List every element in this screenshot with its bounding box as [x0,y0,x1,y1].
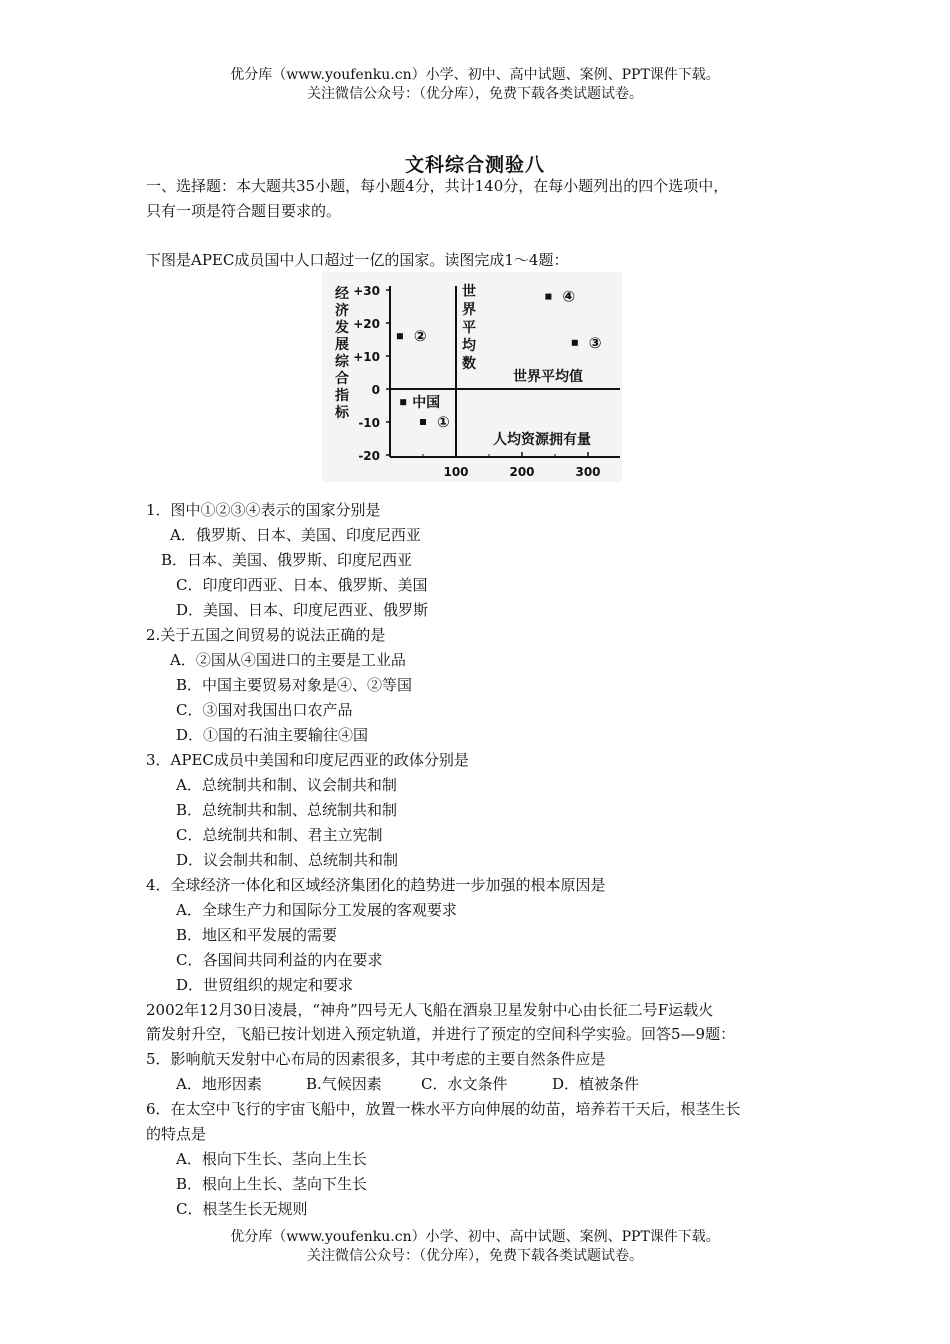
x-axis-label: 人均资源拥有量 [493,432,591,448]
y-axis-label-char: 济 [335,303,349,319]
q3-stem: 3．APEC成员中美国和印度尼西亚的政体分别是 [146,751,469,769]
passage-line-1: 2002年12月30日凌晨，“神舟”四号无人飞船在酒泉卫星发射中心由长征二号F运载火 [146,1001,714,1019]
q2-option-d: D．①国的石油主要输往④国 [176,726,369,744]
q6-stem-line-1: 6．在太空中飞行的宇宙飞船中，放置一株水平方向伸展的幼苗，培养若干天后，根茎生长 [146,1100,741,1118]
q4-option-b: B．地区和平发展的需要 [176,926,338,944]
q6-option-b: B．根向上生长、茎向下生长 [176,1175,368,1193]
q2-stem: 2.关于五国之间贸易的说法正确的是 [146,626,386,644]
q5-option-b: B.气候因素 [306,1075,382,1093]
data-point [572,340,578,346]
intro-line-1: 一、选择题：本大题共35小题，每小题4分，共计140分，在每小题列出的四个选项中， [146,177,729,195]
vertical-reference-label [462,284,477,372]
data-point-label: ② [413,327,427,346]
y-tick-label: 0 [371,383,380,397]
y-tick-label: +10 [353,350,380,364]
q1-option-b: B．日本、美国、俄罗斯、印度尼西亚 [161,551,413,569]
y-axis-label-char: 综 [335,354,349,370]
header-line-2: 关注微信公众号：（优分库），免费下载各类试题试卷。 [307,86,643,102]
q3-option-a: A．总统制共和制、议会制共和制 [176,776,397,794]
q2-option-c: C．③国对我国出口农产品 [176,701,353,719]
q1-option-d: D．美国、日本、印度尼西亚、俄罗斯 [176,601,429,619]
q6-stem-line-2: 的特点是 [146,1125,207,1143]
q6-option-c: C．根茎生长无规则 [176,1200,308,1218]
q1-option-c: C．印度印西亚、日本、俄罗斯、美国 [176,576,428,594]
y-axis-label-char: 经 [335,286,349,302]
vertical-reference-label-char: 世 [462,284,476,300]
y-axis-label-char: 标 [335,405,349,421]
page-title: 文科综合测验八 [404,154,545,176]
q5-stem: 5．影响航天发射中心布局的因素很多，其中考虑的主要自然条件应是 [146,1050,606,1068]
q2-option-b: B．中国主要贸易对象是④、②等国 [176,676,413,694]
y-axis-label-char: 指 [335,388,349,404]
y-axis-label-char: 合 [335,371,349,387]
q3-option-d: D．议会制共和制、总统制共和制 [176,851,399,869]
y-axis-label-char: 发 [335,320,349,336]
q5-option-c: C．水文条件 [421,1075,508,1093]
vertical-reference-label-char: 平 [462,320,476,336]
figure-intro: 下图是APEC成员国中人口超过一亿的国家。读图完成1～4题： [146,251,569,269]
data-point [400,399,406,405]
footer-line-2: 关注微信公众号：（优分库），免费下载各类试题试卷。 [307,1248,643,1264]
scatter-chart [322,272,622,482]
horizontal-reference-label: 世界平均值 [513,369,583,385]
vertical-reference-label-char: 数 [462,356,476,372]
vertical-reference-label-char: 均 [462,338,476,354]
y-tick-label: -10 [358,416,380,430]
x-tick-label: 100 [443,465,469,479]
passage-line-2: 箭发射升空，飞船已按计划进入预定轨道，并进行了预定的空间科学实验。回答5—9题： [146,1025,736,1043]
data-point-label: ④ [562,287,576,306]
q4-option-a: A．全球生产力和国际分工发展的客观要求 [176,901,457,919]
data-point-label: ① [437,413,450,431]
data-point-label: ③ [588,333,602,352]
q4-option-c: C．各国间共同利益的内在要求 [176,951,383,969]
x-tick-label: 200 [509,465,535,479]
apec-scatter-figure [322,272,622,482]
intro-line-2: 只有一项是符合题目要求的。 [146,202,342,220]
q2-option-a: A．②国从④国进口的主要是工业品 [170,651,406,669]
q1-option-a: A．俄罗斯、日本、美国、印度尼西亚 [170,526,421,544]
data-point [420,419,426,425]
q4-option-d: D．世贸组织的规定和要求 [176,976,354,994]
data-point-label: 中国 [412,395,441,412]
y-tick-label: -20 [358,449,380,463]
q1-stem: 1．图中①②③④表示的国家分别是 [146,501,381,519]
q5-option-a: A．地形因素 [176,1075,262,1093]
y-axis-label-char: 展 [335,337,349,353]
q5-option-d: D．植被条件 [552,1075,640,1093]
q3-option-b: B．总统制共和制、总统制共和制 [176,801,398,819]
page-header [0,66,950,104]
vertical-reference-label-char: 界 [462,302,476,318]
q3-option-c: C．总统制共和制、君主立宪制 [176,826,383,844]
page-footer [0,1228,950,1266]
q4-stem: 4．全球经济一体化和区域经济集团化的趋势进一步加强的根本原因是 [146,876,606,894]
header-line-1: 优分库（www.youfenku.cn）小学、初中、高中试题、案例、PPT课件下载。 [230,67,720,83]
data-point [545,294,551,300]
y-tick-label: +20 [353,317,380,331]
footer-line-1: 优分库（www.youfenku.cn）小学、初中、高中试题、案例、PPT课件下载。 [230,1229,720,1245]
q6-option-a: A．根向下生长、茎向上生长 [176,1150,367,1168]
data-point [397,333,403,339]
y-tick-label: +30 [353,284,380,298]
x-tick-label: 300 [575,465,601,479]
